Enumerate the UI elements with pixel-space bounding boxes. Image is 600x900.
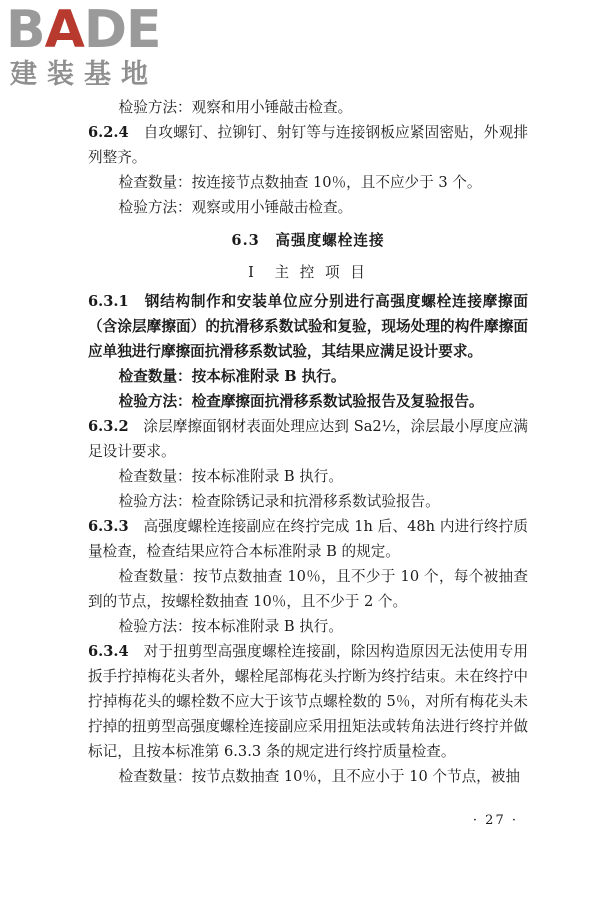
paragraph: 检验方法：观察或用小锤敲击检查。 [118, 199, 353, 216]
paragraph: 检查数量：按连接节点数抽查 10％，且不应少于 3 个。 [118, 174, 482, 191]
clause-6-2-4: 6.2.4 自攻螺钉、拉铆钉、射钉等与连接钢板应紧固密贴，外观排列整齐。 [88, 124, 528, 166]
paragraph: 检验方法：观察和用小锤敲击检查。 [118, 99, 353, 116]
bade-logo [6, 0, 181, 96]
paragraph: 检验方法：按本标准附录 B 执行。 [118, 618, 343, 635]
paragraph: 检验方法：检查除锈记录和抗滑移系数试验报告。 [118, 493, 440, 510]
document-body [88, 95, 528, 789]
paragraph: 检验方法：检查摩擦面抗滑移系数试验报告及复验报告。 [118, 393, 484, 410]
paragraph: 检查数量：按节点数抽查 10％，且不应小于 10 个节点，被抽 [118, 768, 520, 785]
logo-chinese-text: 建装基地 [10, 59, 158, 90]
clause-6-3-2: 6.3.2 涂层摩擦面钢材表面处理应达到 Sa2½，涂层最小厚度应满足设计要求。 [88, 418, 528, 460]
page-number: · 27 · [472, 813, 518, 828]
subsection-heading: Ⅰ 主 控 项 目 [248, 264, 368, 281]
logo-wordmark: BADE [6, 0, 161, 60]
section-heading: 6.3 高强度螺栓连接 [231, 232, 385, 249]
clause-6-3-4: 6.3.4 对于扭剪型高强度螺栓连接副，除因构造原因无法使用专用扳手拧掉梅花头者外，螺栓尾部梅花头拧断为终拧结束。未在终拧中拧掉梅花头的螺栓数不应大于该节点螺栓数的 5％，对所有梅花头未拧掉的扭剪型高强度螺栓连接副应采用扭矩法或转角法进行终拧并做标记，且按本标准第 6.3.3 条的规定进行终拧质量检查。 [88, 643, 528, 760]
paragraph: 检查数量：按本标准附录 B 执行。 [118, 468, 343, 485]
paragraph: 检查数量：按本标准附录 B 执行。 [118, 368, 346, 385]
clause-6-3-3: 6.3.3 高强度螺栓连接副应在终拧完成 1h 后、48h 内进行终拧质量检查，检查结果应符合本标准附录 B 的规定。 [88, 518, 528, 560]
clause-6-3-1: 6.3.1 钢结构制作和安装单位应分别进行高强度螺栓连接摩擦面（含涂层摩擦面）的抗滑移系数试验和复验，现场处理的构件摩擦面应单独进行摩擦面抗滑移系数试验，其结果应满足设计要求。 [88, 293, 528, 360]
paragraph: 检查数量：按节点数抽查 10％，且不少于 10 个，每个被抽查到的节点，按螺栓数抽查 10％，且不少于 2 个。 [88, 568, 528, 610]
